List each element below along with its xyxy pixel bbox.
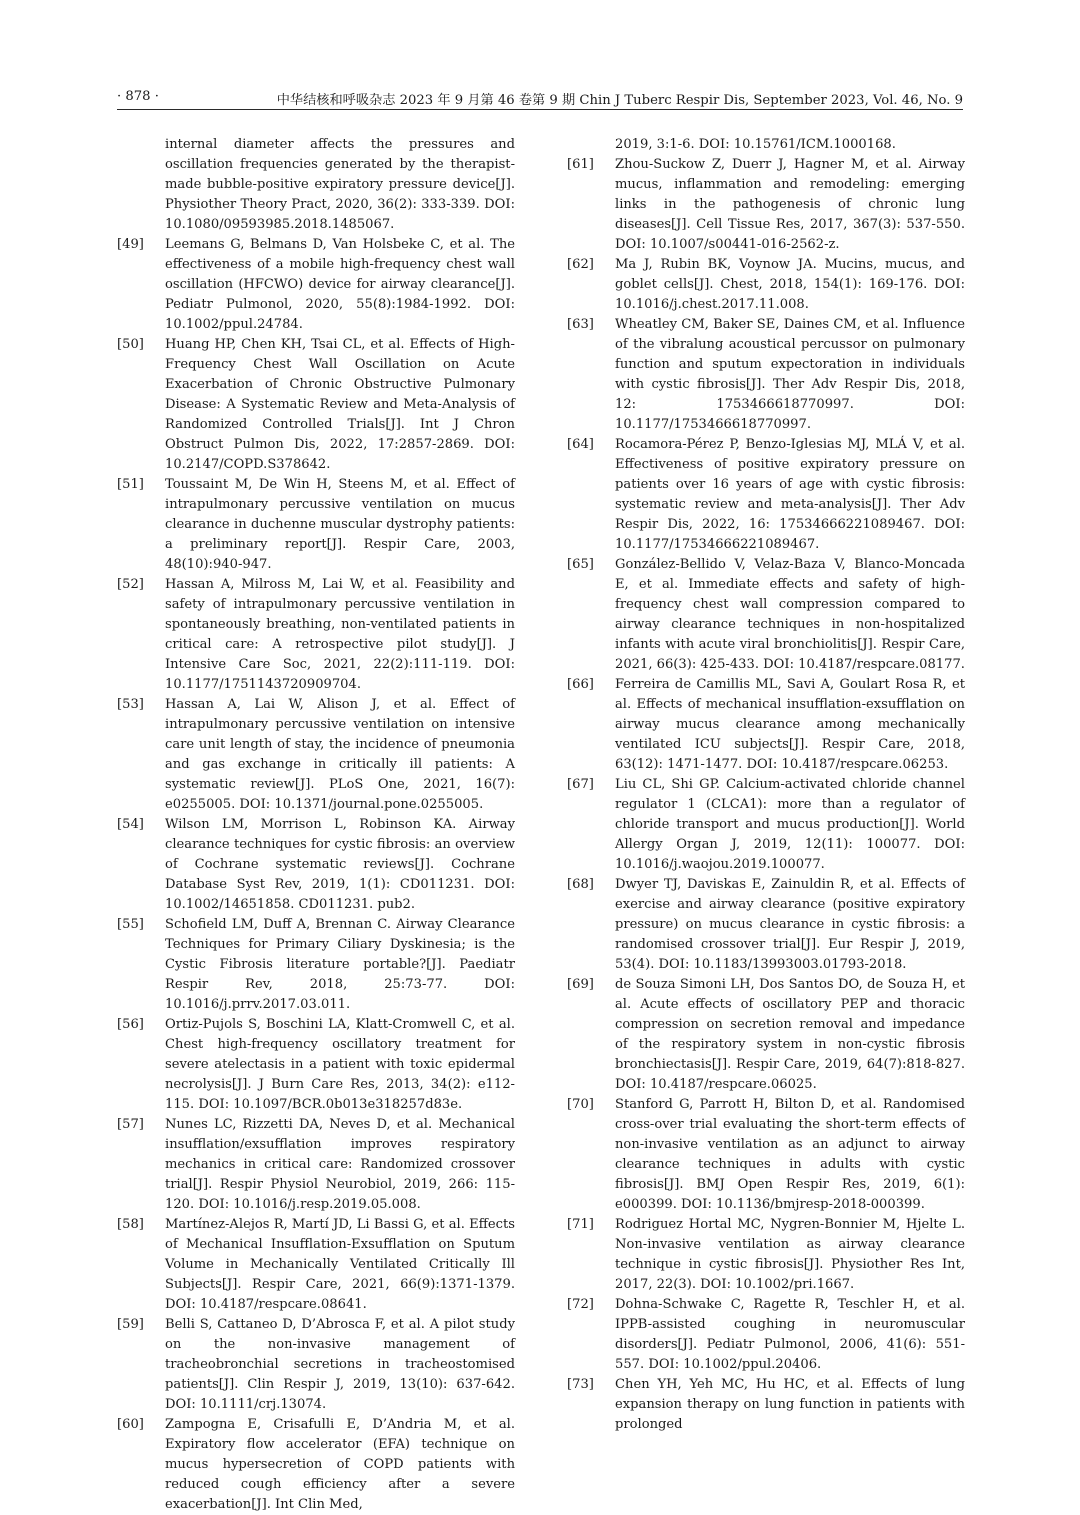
reference-entry: [567, 255, 965, 315]
reference-text: Hassan A, Milross M, Lai W, et al. Feasibility and safety of intrapulmonary percussive ventilation in spontaneously breathing, non-ventilated patients in critical care: A retrospective pilot study[J]. J Intensive Care Soc, 2021, 22(2):111-119. DOI: 10.1177/1751143720909704.: [165, 577, 515, 692]
reference-text: Chen YH, Yeh MC, Hu HC, et al. Effects of lung expansion therapy on lung function in patients with prolonged: [615, 1377, 965, 1432]
reference-entry: [117, 1015, 515, 1115]
reference-text: internal diameter affects the pressures and oscillation frequencies generated by the therapist-made bubble-positive expiratory pressure device[J]. Physiother Theory Pract, 2020, 36(2): 333-339. DOI: 10.1080/09593985.2018.1485067.: [165, 137, 515, 232]
reference-text: Ortiz-Pujols S, Boschini LA, Klatt-Cromwell C, et al. Chest high-frequency oscillatory treatment for severe atelectasis in a patient with toxic epidermal necrolysis[J]. J Burn Care Res, 2013, 34(2): e112-115. DOI: 10.1097/BCR.0b013e318257d83e.: [165, 1017, 515, 1112]
reference-number: [66]: [567, 677, 594, 692]
reference-number: [54]: [117, 817, 144, 832]
reference-number: [55]: [117, 917, 144, 932]
reference-entry: [117, 1315, 515, 1415]
reference-text: Wheatley CM, Baker SE, Daines CM, et al. Influence of the vibralung acoustical percussor on pulmonary function and sputum expectoration in individuals with cystic fibrosis[J]. Ther Adv Respir Dis, 2018, 12: 1753466618770997. DOI: 10.1177/1753466618770997.: [615, 317, 965, 432]
reference-text: Ferreira de Camillis ML, Savi A, Goulart Rosa R, et al. Effects of mechanical insufflation-exsufflation on airway mucus clearance among mechanically ventilated ICU subjects[J]. Respir Care, 2018, 63(12): 1471-1477. DOI: 10.4187/respcare.06253.: [615, 677, 965, 772]
reference-text: Dohna-Schwake C, Ragette R, Teschler H, et al. IPPB-assisted coughing in neuromuscular disorders[J]. Pediatr Pulmonol, 2006, 41(6): 551-557. DOI: 10.1002/ppul.20406.: [615, 1297, 965, 1372]
reference-number: [60]: [117, 1417, 144, 1432]
page-header: [117, 87, 963, 110]
reference-number: [70]: [567, 1097, 594, 1112]
reference-entry: [117, 1115, 515, 1215]
reference-text: Liu CL, Shi GP. Calcium-activated chloride channel regulator 1 (CLCA1): more than a regulator of chloride transport and mucus production[J]. World Allergy Organ J, 2019, 12(11): 100077. DOI: 10.1016/j.waojou.2019.100077.: [615, 777, 965, 872]
reference-entry: [117, 1215, 515, 1315]
reference-number: [64]: [567, 437, 594, 452]
left-column: [117, 135, 515, 1515]
reference-entry: [117, 135, 515, 235]
reference-entry: [117, 1415, 515, 1515]
reference-number: [58]: [117, 1217, 144, 1232]
reference-entry: [567, 1295, 965, 1375]
reference-text: Martínez-Alejos R, Martí JD, Li Bassi G, et al. Effects of Mechanical Insufflation-Exsufflation on Sputum Volume in Mechanically Ventilated Critically Ill Subjects[J]. Respir Care, 2021, 66(9):1371-1379. DOI: 10.4187/respcare.08641.: [165, 1217, 515, 1312]
right-column: [567, 135, 965, 1435]
reference-text: Huang HP, Chen KH, Tsai CL, et al. Effects of High-Frequency Chest Wall Oscillation on Acute Exacerbation of Chronic Obstructive Pulmonary Disease: A Systematic Review and Meta-Analysis of Randomized Controlled Trials[J]. Int J Chron Obstruct Pulmon Dis, 2022, 17:2857-2869. DOI: 10.2147/COPD.S378642.: [165, 337, 515, 472]
reference-text: Leemans G, Belmans D, Van Holsbeke C, et al. The effectiveness of a mobile high-frequency chest wall oscillation (HFCWO) device for airway clearance[J]. Pediatr Pulmonol, 2020, 55(8):1984-1992. DOI: 10.1002/ppul.24784.: [165, 237, 515, 332]
reference-text: Wilson LM, Morrison L, Robinson KA. Airway clearance techniques for cystic fibrosis: an overview of Cochrane systematic reviews[J]. Cochrane Database Syst Rev, 2019, 1(1): CD011231. DOI: 10.1002/14651858. CD011231. pub2.: [165, 817, 515, 912]
reference-text: de Souza Simoni LH, Dos Santos DO, de Souza H, et al. Acute effects of oscillatory PEP and thoracic compression on secretion removal and impedance of the respiratory system in non-cystic fibrosis bronchiectasis[J]. Respir Care, 2019, 64(7):818-827. DOI: 10.4187/respcare.06025.: [615, 977, 965, 1092]
reference-number: [62]: [567, 257, 594, 272]
reference-text: Zhou-Suckow Z, Duerr J, Hagner M, et al. Airway mucus, inflammation and remodeling: emerging links in the pathogenesis of chronic lung diseases[J]. Cell Tissue Res, 2017, 367(3): 537-550. DOI: 10.1007/s00441-016-2562-z.: [615, 157, 965, 252]
reference-number: [71]: [567, 1217, 594, 1232]
reference-entry: [567, 155, 965, 255]
reference-number: [53]: [117, 697, 144, 712]
reference-entry: [567, 775, 965, 875]
reference-number: [69]: [567, 977, 594, 992]
page-number: · 878 ·: [117, 89, 159, 104]
reference-text: Rocamora-Pérez P, Benzo-Iglesias MJ, MLÁ V, et al. Effectiveness of positive expiratory pressure on patients over 16 years of age with cystic fibrosis: systematic review and meta-analysis[J]. Ther Adv Respir Dis, 2022, 16: 17534666221089467. DOI: 10.1177/17534666221089467.: [615, 437, 965, 552]
reference-number: [49]: [117, 237, 144, 252]
reference-number: [65]: [567, 557, 594, 572]
reference-number: [68]: [567, 877, 594, 892]
reference-number: [52]: [117, 577, 144, 592]
reference-number: [73]: [567, 1377, 594, 1392]
reference-text: Belli S, Cattaneo D, D’Abrosca F, et al. A pilot study on the non-invasive management of tracheobronchial secretions in tracheostomised patients[J]. Clin Respir J, 2019, 13(10): 637-642. DOI: 10.1111/crj.13074.: [165, 1317, 515, 1412]
reference-entry: [567, 1215, 965, 1295]
reference-entry: [117, 815, 515, 915]
reference-number: [63]: [567, 317, 594, 332]
reference-entry: [117, 915, 515, 1015]
reference-number: [50]: [117, 337, 144, 352]
reference-text: Toussaint M, De Win H, Steens M, et al. Effect of intrapulmonary percussive ventilation on mucus clearance in duchenne muscular dystrophy patients: a preliminary report[J]. Respir Care, 2003, 48(10):940-947.: [165, 477, 515, 572]
reference-entry: [567, 1095, 965, 1215]
reference-number: [56]: [117, 1017, 144, 1032]
reference-number: [57]: [117, 1117, 144, 1132]
reference-entry: [117, 235, 515, 335]
reference-entry: [567, 315, 965, 435]
reference-text: Schofield LM, Duff A, Brennan C. Airway Clearance Techniques for Primary Ciliary Dyskinesia; is the Cystic Fibrosis literature portable?[J]. Paediatr Respir Rev, 2018, 25:73-77. DOI: 10.1016/j.prrv.2017.03.011.: [165, 917, 515, 1012]
reference-number: [59]: [117, 1317, 144, 1332]
reference-entry: [117, 575, 515, 695]
reference-text: Nunes LC, Rizzetti DA, Neves D, et al. Mechanical insufflation/exsufflation improves respiratory mechanics in critical care: Randomized crossover trial[J]. Respir Physiol Neurobiol, 2019, 266: 115-120. DOI: 10.1016/j.resp.2019.05.008.: [165, 1117, 515, 1212]
reference-entry: [567, 875, 965, 975]
reference-entry: [117, 695, 515, 815]
reference-text: Rodriguez Hortal MC, Nygren-Bonnier M, Hjelte L. Non-invasive ventilation as airway clearance technique in cystic fibrosis[J]. Physiother Res Int, 2017, 22(3). DOI: 10.1002/pri.1667.: [615, 1217, 965, 1292]
reference-number: [51]: [117, 477, 144, 492]
reference-entry: [567, 555, 965, 675]
reference-text: Dwyer TJ, Daviskas E, Zainuldin R, et al. Effects of exercise and airway clearance (positive expiratory pressure) on mucus clearance in cystic fibrosis: a randomised crossover trial[J]. Eur Respir J, 2019, 53(4). DOI: 10.1183/13993003.01793-2018.: [615, 877, 965, 972]
reference-entry: [117, 475, 515, 575]
reference-number: [72]: [567, 1297, 594, 1312]
reference-entry: [567, 135, 965, 155]
reference-text: Stanford G, Parrott H, Bilton D, et al. Randomised cross-over trial evaluating the short-term effects of non-invasive ventilation as an adjunct to airway clearance techniques in adults with cystic fibrosis[J]. BMJ Open Respir Res, 2019, 6(1): e000399. DOI: 10.1136/bmjresp-2018-000399.: [615, 1097, 965, 1212]
reference-text: Ma J, Rubin BK, Voynow JA. Mucins, mucus, and goblet cells[J]. Chest, 2018, 154(1): 169-176. DOI: 10.1016/j.chest.2017.11.008.: [615, 257, 965, 312]
reference-number: [67]: [567, 777, 594, 792]
reference-text: Zampogna E, Crisafulli E, D’Andria M, et al. Expiratory flow accelerator (EFA) technique on mucus hypersecretion of COPD patients with reduced cough efficiency after a severe exacerbation[J]. Int Clin Med,: [165, 1417, 515, 1512]
reference-text: González-Bellido V, Velaz-Baza V, Blanco-Moncada E, et al. Immediate effects and safety of high-frequency chest wall compression compared to airway clearance techniques in non-hospitalized infants with acute viral bronchiolitis[J]. Respir Care, 2021, 66(3): 425-433. DOI: 10.4187/respcare.08177.: [615, 557, 965, 672]
reference-text: 2019, 3:1-6. DOI: 10.15761/ICM.1000168.: [615, 137, 896, 152]
reference-entry: [117, 335, 515, 475]
reference-text: Hassan A, Lai W, Alison J, et al. Effect of intrapulmonary percussive ventilation on intensive care unit length of stay, the incidence of pneumonia and gas exchange in critically ill patients: A systematic review[J]. PLoS One, 2021, 16(7): e0255005. DOI: 10.1371/journal.pone.0255005.: [165, 697, 515, 812]
reference-entry: [567, 975, 965, 1095]
reference-number: [61]: [567, 157, 594, 172]
reference-entry: [567, 1375, 965, 1435]
reference-entry: [567, 435, 965, 555]
journal-citation: 中华结核和呼吸杂志 2023 年 9 月第 46 卷第 9 期 Chin J Tuberc Respir Dis, September 2023, Vol. 46, No. 9: [276, 93, 963, 108]
reference-entry: [567, 675, 965, 775]
